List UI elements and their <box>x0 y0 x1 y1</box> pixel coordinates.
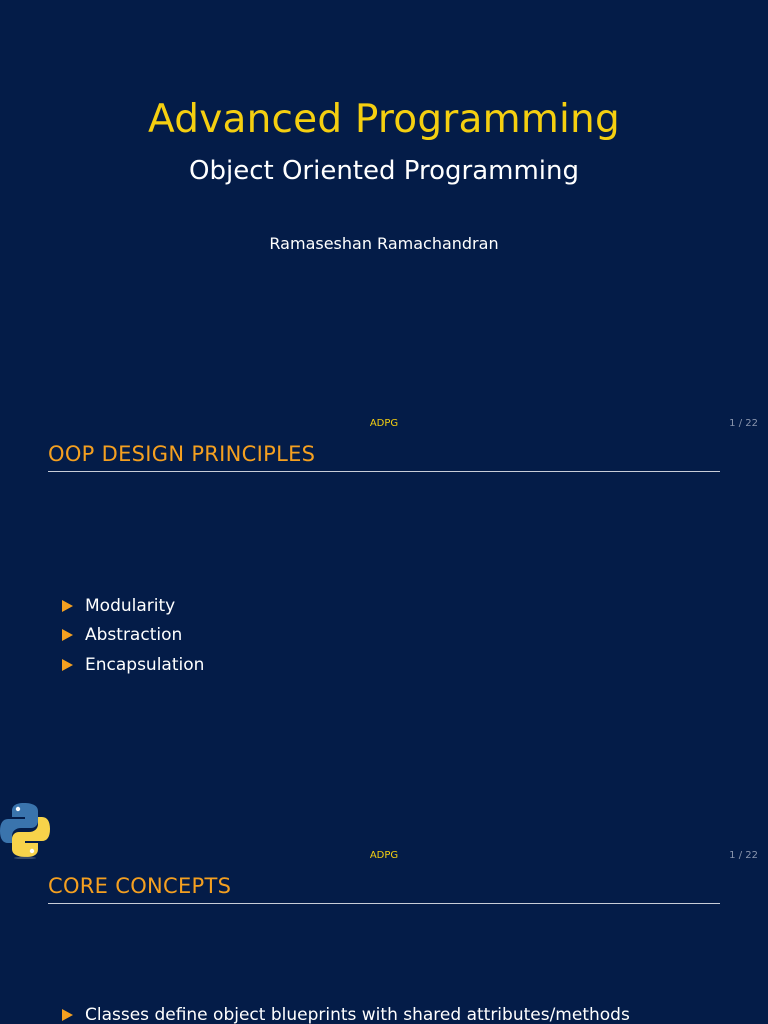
list-item <box>62 650 204 680</box>
section-heading: CORE CONCEPTS <box>48 874 232 898</box>
triangle-bullet-icon <box>62 629 73 641</box>
footer-short-title: ADPG <box>369 850 399 861</box>
list-item <box>62 621 204 651</box>
bullet-list <box>62 1000 630 1024</box>
triangle-bullet-icon <box>62 600 73 612</box>
presentation-subtitle: Object Oriented Programming <box>189 156 579 186</box>
list-item <box>62 1000 630 1024</box>
list-item-text: Abstraction <box>85 625 183 646</box>
author-name: Ramaseshan Ramachandran <box>269 234 499 253</box>
footer-page-number: 1 / 22 <box>729 418 758 429</box>
bullet-list <box>62 591 204 680</box>
triangle-bullet-icon <box>62 1009 73 1021</box>
heading-divider <box>48 903 720 904</box>
footer-page-number: 1 / 22 <box>729 850 758 861</box>
list-item <box>62 591 204 621</box>
footer-short-title: ADPG <box>369 418 399 429</box>
presentation-title: Advanced Programming <box>148 97 620 142</box>
heading-divider <box>48 471 720 472</box>
triangle-bullet-icon <box>62 659 73 671</box>
list-item-text: Modularity <box>85 595 176 616</box>
list-item-text: Encapsulation <box>85 654 205 675</box>
list-item-text: Classes define object blueprints with shared attributes/methods <box>85 1004 630 1024</box>
section-heading: OOP DESIGN PRINCIPLES <box>48 442 316 466</box>
